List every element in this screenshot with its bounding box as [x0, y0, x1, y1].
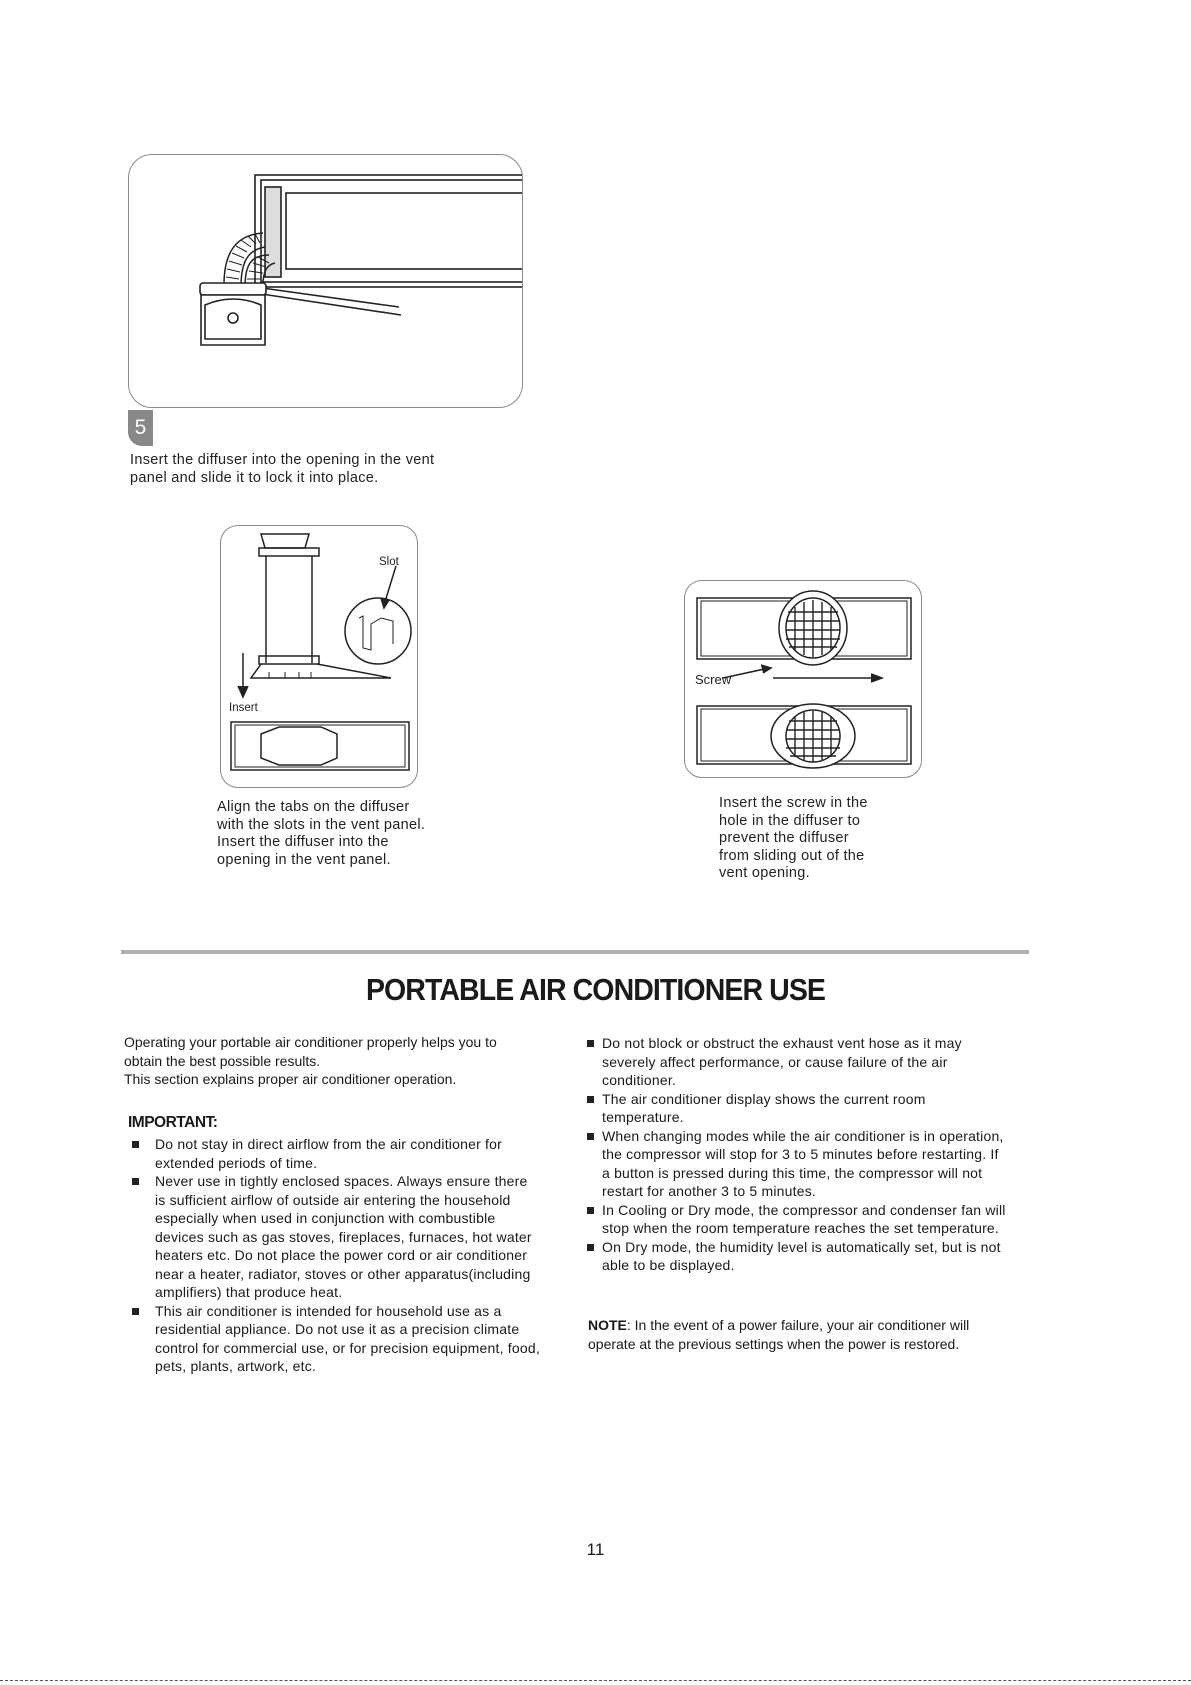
list-item: Never use in tightly enclosed spaces. Always ensure there is sufficient airflow of outside air entering the household especially when used in conjunction with combustible devices such as gas stoves, fireplaces, furnaces, hot water heaters etc. Do not place the power cord or air conditioner near a heater, radiator, stoves or other apparatus(including amplifiers) that produce heat.: [124, 1172, 542, 1302]
caption-line: Align the tabs on the diffuser: [217, 799, 410, 815]
caption-line: Insert the diffuser into the opening in the vent: [130, 452, 435, 468]
note-label: NOTE: [588, 1317, 627, 1333]
window-vent-illustration: [129, 155, 522, 407]
note-body: : In the event of a power failure, your air conditioner will operate at the previous settings when the power is restored.: [588, 1317, 970, 1352]
caption-line: vent opening.: [719, 865, 810, 881]
list-item: The air conditioner display shows the current room temperature.: [586, 1090, 1009, 1127]
caption-line: Insert the diffuser into the: [217, 834, 389, 850]
align-caption: [217, 799, 425, 869]
step5-caption: [130, 452, 434, 487]
screw-figure-panel: [684, 580, 922, 778]
screw-label: Screw: [695, 672, 732, 687]
caption-line: prevent the diffuser: [719, 830, 849, 846]
step5-figure-panel: [128, 154, 523, 408]
caption-line: opening in the vent panel.: [217, 851, 391, 868]
screw-caption: [719, 795, 868, 883]
caption-line: Insert the screw in the: [719, 795, 868, 811]
intro-line: This section explains proper air conditioner operation.: [124, 1071, 457, 1087]
page-number: 11: [586, 1540, 605, 1559]
list-item: In Cooling or Dry mode, the compressor and condenser fan will stop when the room temperature reaches the set temperature.: [586, 1201, 1009, 1238]
note-text: [588, 1316, 1013, 1353]
caption-line: panel and slide it to lock it into place.: [130, 469, 379, 486]
caption-line: with the slots in the vent panel.: [217, 816, 426, 833]
left-bullet-list: [124, 1135, 542, 1376]
insert-label: Insert: [229, 702, 258, 714]
intro-line: obtain the best possible results.: [124, 1052, 321, 1069]
step-number-badge: 5: [128, 410, 153, 446]
right-bullet-list: [586, 1034, 1009, 1275]
list-item: Do not block or obstruct the exhaust vent hose as it may severely affect performance, or cause failure of the air conditioner.: [586, 1034, 1009, 1090]
list-item: When changing modes while the air conditioner is in operation, the compressor will stop for 3 to 5 minutes before restarting. If a button is pressed during this time, the compressor will not restart for another 3 to 5 minutes.: [586, 1127, 1009, 1201]
section-divider: [121, 950, 1029, 954]
caption-line: from sliding out of the: [719, 847, 865, 864]
slot-label: Slot: [379, 556, 399, 568]
caption-line: hole in the diffuser to: [719, 812, 861, 829]
bottom-dashed-edge: [0, 1680, 1191, 1681]
list-item: This air conditioner is intended for household use as a residential appliance. Do not use it as a precision climate control for commercial use, or for precision equipment, food, pets, plants, artwork, etc.: [124, 1302, 542, 1376]
section-title: PORTABLE AIR CONDITIONER USE: [365, 972, 826, 1007]
intro-text: [124, 1033, 564, 1089]
intro-line: Operating your portable air conditioner properly helps you to: [124, 1034, 497, 1050]
align-figure-panel: [220, 525, 418, 788]
list-item: Do not stay in direct airflow from the air conditioner for extended periods of time.: [124, 1135, 542, 1172]
important-heading: IMPORTANT:: [128, 1114, 218, 1131]
list-item: On Dry mode, the humidity level is automatically set, but is not able to be displayed.: [586, 1238, 1009, 1275]
